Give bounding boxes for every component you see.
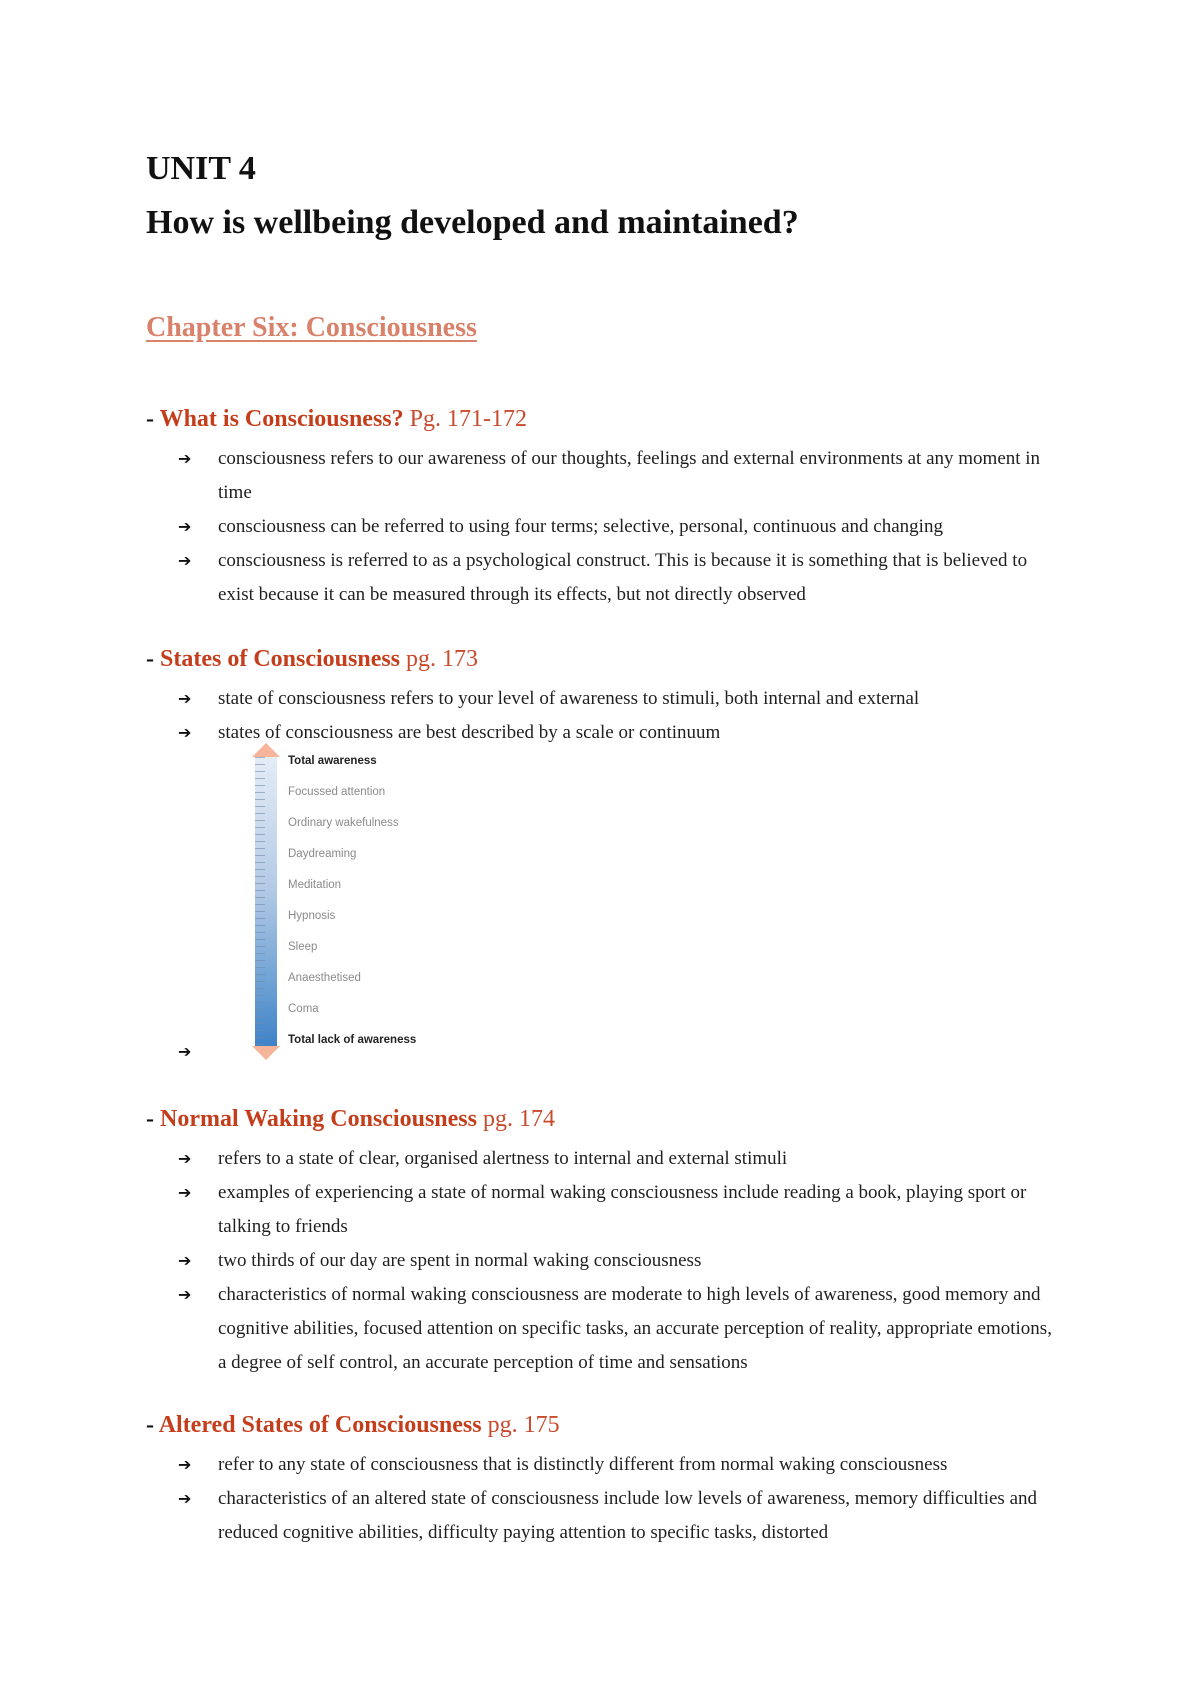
section-heading-what-is-consciousness bbox=[146, 406, 527, 433]
arrow-down-icon bbox=[252, 1046, 280, 1060]
arrow-right-icon: ➔ bbox=[178, 517, 192, 536]
section-dash: - bbox=[146, 1106, 154, 1132]
bullet-text: consciousness is referred to as a psychological construct. This is because it is something that is believed to exist because it can be measured through its effects, but not directly observed bbox=[218, 550, 1028, 605]
section-topic: Normal Waking Consciousness bbox=[160, 1106, 477, 1132]
section-page-ref: pg. 174 bbox=[482, 1106, 555, 1132]
arrow-right-icon: ➔ bbox=[178, 1455, 192, 1474]
bullet-list-normal-waking-consciousness bbox=[178, 1142, 1058, 1380]
bullet-text: state of consciousness refers to your level of awareness to stimuli, both internal and external bbox=[218, 688, 920, 709]
arrow-right-icon: ➔ bbox=[178, 551, 192, 570]
unit-title: UNIT 4 bbox=[146, 150, 256, 187]
continuum-label: Total awareness bbox=[288, 755, 377, 767]
arrow-right-icon: ➔ bbox=[178, 449, 192, 468]
continuum-label: Daydreaming bbox=[288, 848, 357, 860]
section-heading-altered-states bbox=[146, 1412, 560, 1439]
unit-question: How is wellbeing developed and maintained? bbox=[146, 204, 799, 241]
arrow-right-icon: ➔ bbox=[178, 1042, 192, 1061]
section-page-ref: Pg. 171-172 bbox=[409, 406, 527, 432]
bullet-item bbox=[178, 544, 1058, 612]
bullet-text: two thirds of our day are spent in normal waking consciousness bbox=[218, 1250, 702, 1271]
arrow-right-icon: ➔ bbox=[178, 1149, 192, 1168]
continuum-label: Total lack of awareness bbox=[288, 1034, 417, 1046]
bullet-item bbox=[178, 1142, 1058, 1176]
continuum-label: Sleep bbox=[288, 941, 318, 953]
continuum-label: Focussed attention bbox=[288, 786, 386, 798]
bullet-item bbox=[178, 682, 1058, 716]
continuum-label: Coma bbox=[288, 1003, 319, 1015]
bullet-item bbox=[178, 1482, 1058, 1550]
bullet-text: examples of experiencing a state of normal waking consciousness include reading a book, playing sport or talking to friends bbox=[218, 1182, 1027, 1237]
bullet-text: characteristics of normal waking consciousness are moderate to high levels of awareness, good memory and cognitive abilities, focused attention on specific tasks, an accurate perception of reality, appropriate emotions, a degree of self control, an accurate perception of time and sensations bbox=[218, 1284, 1052, 1373]
section-page-ref: pg. 175 bbox=[487, 1412, 560, 1438]
bullet-item bbox=[178, 1278, 1058, 1380]
bullet-text: characteristics of an altered state of consciousness include low levels of awareness, memory difficulties and reduced cognitive abilities, difficulty paying attention to specific tasks, distorted bbox=[218, 1488, 1038, 1543]
section-topic: States of Consciousness bbox=[160, 646, 401, 672]
continuum-label: Ordinary wakefulness bbox=[288, 817, 399, 829]
bullet-text: consciousness refers to our awareness of our thoughts, feelings and external environments at any moment in time bbox=[218, 448, 1041, 503]
bullet-item bbox=[178, 1448, 1058, 1482]
bullet-text: states of consciousness are best described by a scale or continuum bbox=[218, 722, 721, 743]
continuum-label: Hypnosis bbox=[288, 910, 336, 922]
bullet-item bbox=[178, 510, 1058, 544]
continuum-label: Anaesthetised bbox=[288, 972, 361, 984]
bullet-list-altered-states bbox=[178, 1448, 1058, 1550]
bullet-list-states-of-consciousness bbox=[178, 682, 1058, 750]
chapter-title: Chapter Six: Consciousness bbox=[146, 312, 477, 343]
section-topic: What is Consciousness? bbox=[159, 406, 404, 432]
arrow-right-icon: ➔ bbox=[178, 1489, 192, 1508]
continuum-ticks bbox=[255, 757, 265, 1046]
arrow-right-icon: ➔ bbox=[178, 1183, 192, 1202]
bullet-item bbox=[178, 442, 1058, 510]
section-dash: - bbox=[146, 406, 154, 432]
arrow-up-icon bbox=[252, 743, 280, 757]
bullet-text: consciousness can be referred to using four terms; selective, personal, continuous and changing bbox=[218, 516, 943, 537]
arrow-right-icon: ➔ bbox=[178, 1285, 192, 1304]
section-topic: Altered States of Consciousness bbox=[158, 1412, 482, 1438]
section-dash: - bbox=[146, 1412, 154, 1438]
arrow-right-icon: ➔ bbox=[178, 689, 192, 708]
bullet-item bbox=[178, 1176, 1058, 1244]
arrow-right-icon: ➔ bbox=[178, 1251, 192, 1270]
continuum-label: Meditation bbox=[288, 879, 342, 891]
arrow-right-icon: ➔ bbox=[178, 723, 192, 742]
section-page-ref: pg. 173 bbox=[406, 646, 479, 672]
section-heading-normal-waking-consciousness bbox=[146, 1106, 555, 1133]
section-heading-states-of-consciousness bbox=[146, 646, 478, 673]
bullet-text: refers to a state of clear, organised alertness to internal and external stimuli bbox=[218, 1148, 788, 1169]
section-dash: - bbox=[146, 646, 154, 672]
bullet-item bbox=[178, 1244, 1058, 1278]
bullet-list-what-is-consciousness bbox=[178, 442, 1058, 612]
consciousness-continuum-figure bbox=[222, 743, 452, 1061]
bullet-text: refer to any state of consciousness that is distinctly different from normal waking consciousness bbox=[218, 1454, 948, 1475]
